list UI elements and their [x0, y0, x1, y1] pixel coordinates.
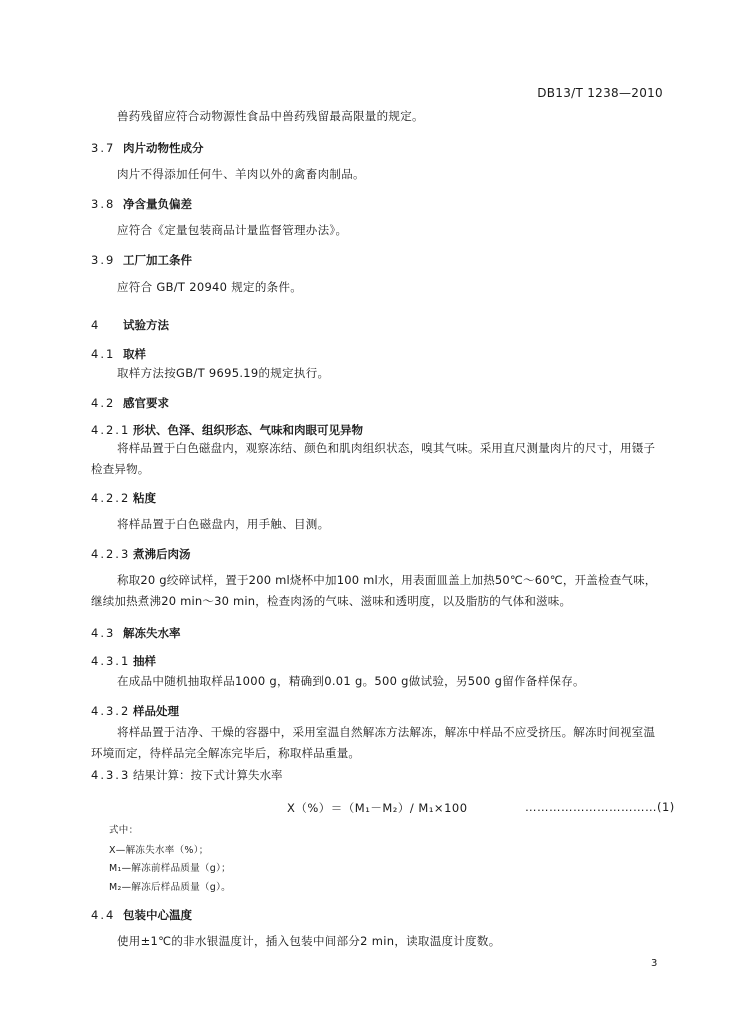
heading-title: 试验方法 — [123, 318, 169, 332]
heading-number: 4.3.2 — [91, 704, 131, 718]
heading-number: 4.2.1 — [91, 423, 131, 437]
heading-4-3 — [91, 625, 181, 641]
heading-title: 煮沸后肉汤 — [133, 547, 191, 561]
standard-code: DB13/T 1238—2010 — [537, 86, 663, 100]
formula: X（%）＝（M₁－M₂）/ M₁×100 — [287, 801, 468, 815]
heading-title: 工厂加工条件 — [123, 253, 192, 267]
heading-number: 4 — [91, 318, 101, 332]
heading-title: 感官要求 — [123, 396, 169, 410]
heading-4-2 — [91, 395, 169, 411]
heading-title: 抽样 — [133, 654, 156, 668]
heading-title: 样品处理 — [133, 704, 179, 718]
heading-4-2-2 — [91, 490, 156, 506]
heading-title: 形状、色泽、组织形态、气味和肉眼可见异物 — [133, 423, 363, 437]
heading-number: 3.8 — [91, 197, 116, 211]
heading-3-9 — [91, 252, 192, 268]
heading-number: 4.1 — [91, 347, 116, 361]
heading-4 — [91, 317, 169, 333]
heading-number: 4.2.2 — [91, 491, 131, 505]
paragraph-4-1: 取样方法按GB/T 9695.19的规定执行。 — [117, 366, 330, 380]
heading-3-8 — [91, 196, 192, 212]
heading-title: 肉片动物性成分 — [123, 141, 204, 155]
heading-3-7 — [91, 140, 204, 156]
heading-title: 包装中心温度 — [123, 908, 192, 922]
heading-number: 4.2.3 — [91, 547, 131, 561]
page-number: 3 — [651, 958, 658, 969]
formula-where-label: 式中： — [109, 825, 139, 836]
heading-number: 3.9 — [91, 253, 116, 267]
heading-number: 4.4 — [91, 908, 116, 922]
heading-4-2-1 — [91, 422, 363, 438]
paragraph-3-6-cont: 兽药残留应符合动物源性食品中兽药残留最高限量的规定。 — [117, 109, 424, 123]
heading-number: 4.3.3 — [91, 768, 131, 782]
heading-title: 粘度 — [133, 491, 156, 505]
heading-4-4 — [91, 907, 192, 923]
heading-4-3-1 — [91, 653, 156, 669]
paragraph-4-2-1: 将样品置于白色磁盘内，观察冻结、颜色和肌肉组织状态，嗅其气味。采用直尺测量肉片的尺寸，用镊子检查异物。 — [91, 441, 656, 476]
paragraph-4-3-2: 将样品置于洁净、干燥的容器中，采用室温自然解冻方法解冻，解冻中样品不应受挤压。解冻时间视室温环境而定，待样品完全解冻完毕后，称取样品重量。 — [91, 725, 656, 760]
heading-title: 取样 — [123, 347, 146, 361]
paragraph-3-9: 应符合 GB/T 20940 规定的条件。 — [117, 280, 303, 294]
formula-number: ……………………………(1) — [525, 800, 675, 814]
paragraph-4-2-2: 将样品置于白色磁盘内，用手触、目测。 — [117, 517, 330, 531]
heading-4-1 — [91, 346, 146, 362]
heading-number: 4.3.1 — [91, 654, 131, 668]
formula-def-m2: M₂—解冻后样品质量（g）。 — [109, 882, 231, 893]
formula-def-x: X—解冻失水率（%）； — [109, 845, 209, 856]
formula-def-m1: M₁—解冻前样品质量（g）； — [109, 863, 231, 874]
heading-4-3-3 — [91, 767, 283, 783]
heading-number: 4.2 — [91, 396, 116, 410]
paragraph-4-4: 使用±1℃的非水银温度计，插入包装中间部分2 min，读取温度计度数。 — [117, 934, 501, 948]
heading-title: 解冻失水率 — [123, 626, 181, 640]
heading-4-3-2 — [91, 703, 179, 719]
heading-number: 3.7 — [91, 141, 116, 155]
heading-4-2-3 — [91, 546, 191, 562]
paragraph-3-8: 应符合《定量包装商品计量监督管理办法》。 — [117, 223, 348, 237]
paragraph-3-7: 肉片不得添加任何牛、羊肉以外的禽畜肉制品。 — [117, 167, 365, 181]
paragraph-4-2-3: 称取20 g绞碎试样，置于200 ml烧杯中加100 ml水，用表面皿盖上加热50℃～60℃，开盖检查气味，继续加热煮沸20 min～30 min，检查肉汤的气味、滋味和透明度，以及脂肪的气体和滋味。 — [91, 573, 657, 608]
heading-title: 结果计算：按下式计算失水率 — [133, 768, 283, 782]
paragraph-4-3-1: 在成品中随机抽取样品1000 g，精确到0.01 g。500 g做试验，另500 g留作备样保存。 — [117, 674, 585, 688]
heading-title: 净含量负偏差 — [123, 197, 192, 211]
heading-number: 4.3 — [91, 626, 116, 640]
